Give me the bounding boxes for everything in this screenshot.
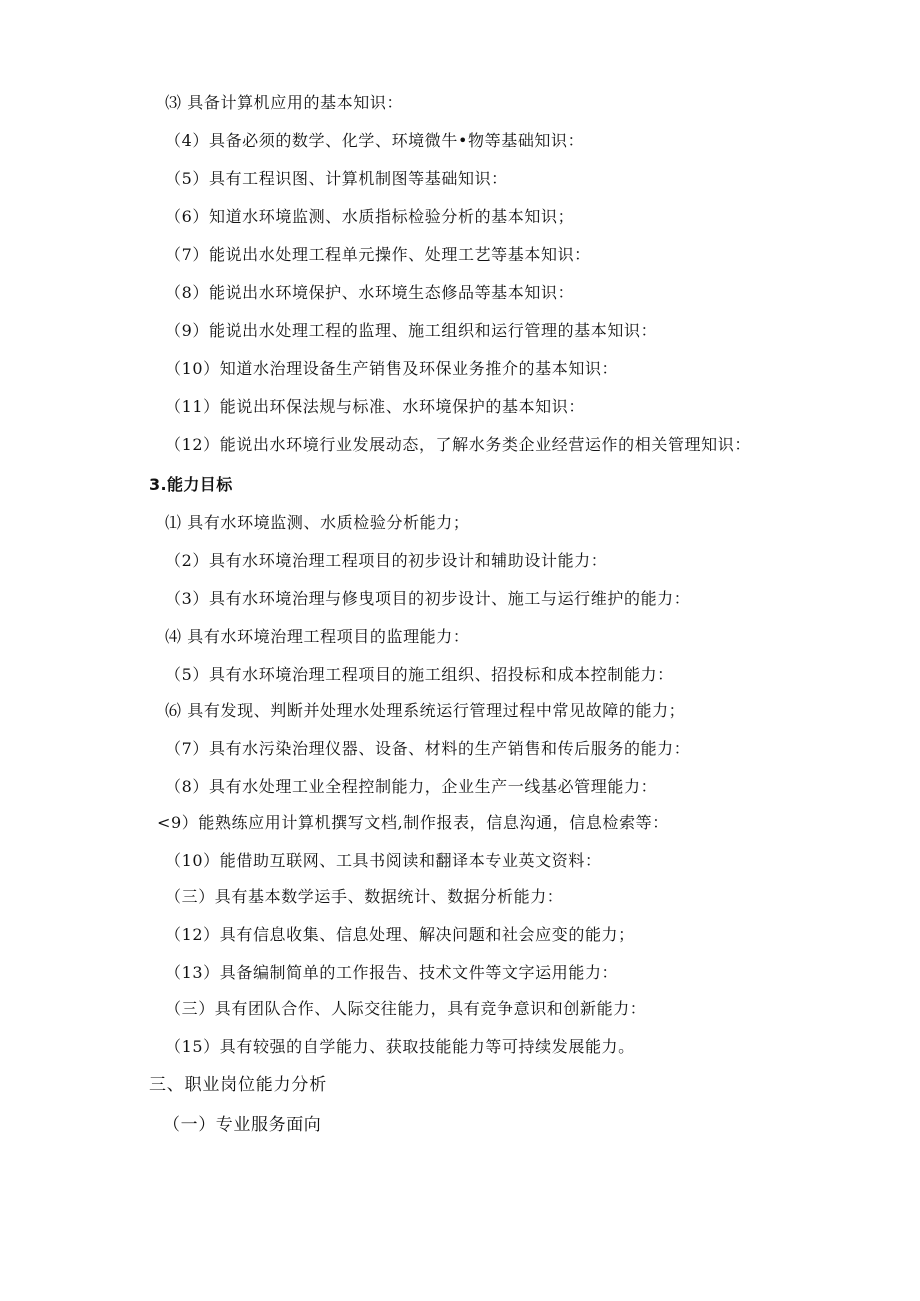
subsection-title: （一）专业服务面向	[163, 1115, 322, 1135]
ability-item-14: （三）具有团队合作、人际交往能力，具有竞争意识和创新能力：	[165, 999, 647, 1018]
knowledge-item-7: （7）能说出水处理工程单元操作、处理工艺等基本知识：	[165, 245, 591, 264]
ability-heading: 3.能力目标	[149, 475, 233, 494]
ability-item-9: <9）能熟练应用计算机撰写文档,制作报表，信息沟通，信息检索等：	[157, 813, 669, 832]
knowledge-item-8: （8）能说出水环境保护、水环境生态修品等基本知识：	[165, 283, 575, 302]
knowledge-item-10: （10）知道水治理设备生产销售及环保业务推介的基本知识：	[165, 359, 619, 378]
ability-item-8: （8）具有水处理工业全程控制能力，企业生产一线基必管理能力：	[165, 777, 658, 796]
ability-item-2: （2）具有水环境治理工程项目的初步设计和辅助设计能力：	[165, 551, 608, 570]
knowledge-item-6: （6）知道水环境监测、水质指标检验分析的基本知识；	[165, 207, 575, 226]
ability-item-3: （3）具有水环境治理与修曳项目的初步设计、施工与运行维护的能力：	[165, 589, 691, 608]
knowledge-item-9: （9）能说出水处理工程的监理、施工组织和运行管理的基本知识：	[165, 321, 658, 340]
ability-item-7: （7）具有水污染治理仪器、设备、材料的生产销售和传后服务的能力：	[165, 739, 691, 758]
knowledge-item-12: （12）能说出水环境行业发展动态，了解水务类企业经营运作的相关管理知识：	[165, 435, 751, 454]
ability-item-13: （13）具备编制简单的工作报告、技术文件等文字运用能力：	[165, 963, 619, 982]
ability-item-1: ⑴ 具有水环境监测、水质检验分析能力；	[165, 513, 470, 532]
ability-item-10: （10）能借助互联网、工具书阅读和翻译本专业英文资料：	[165, 851, 602, 870]
ability-item-15: （15）具有较强的自学能力、获取技能能力等可持续发展能力。	[165, 1037, 635, 1056]
ability-item-4: ⑷ 具有水环境治理工程项目的监理能力：	[165, 627, 470, 646]
knowledge-item-3: ⑶ 具备计算机应用的基本知识：	[165, 93, 404, 112]
section-title: 三、职业岗位能力分析	[149, 1075, 327, 1095]
knowledge-item-4: （4）具备必须的数学、化学、环境微牛•物等基础知识：	[165, 131, 585, 150]
ability-item-6: ⑹ 具有发现、判断并处理水处理系统运行管理过程中常见故障的能力；	[165, 701, 686, 720]
knowledge-item-11: （11）能说出环保法规与标准、水环境保护的基本知识：	[165, 397, 585, 416]
ability-item-12: （12）具有信息收集、信息处理、解决问题和社会应变的能力；	[165, 925, 635, 944]
ability-item-5: （5）具有水环境治理工程项目的施工组织、招投标和成本控制能力：	[165, 665, 674, 684]
ability-item-11: （三）具有基本数学运手、数据统计、数据分析能力：	[165, 887, 564, 906]
knowledge-item-5: （5）具有工程识图、计算机制图等基础知识：	[165, 169, 508, 188]
